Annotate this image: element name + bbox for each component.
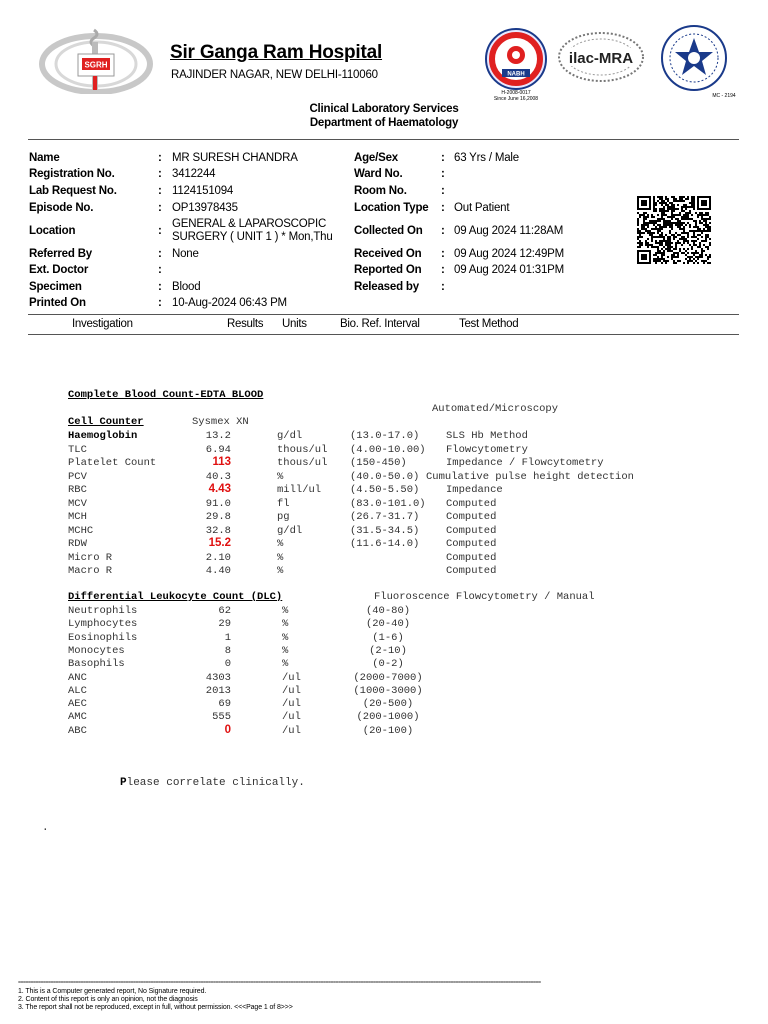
colon: :: [441, 248, 445, 260]
label-received-on: Received On: [354, 248, 422, 260]
label-specimen: Specimen: [29, 281, 82, 293]
value-collected-on: 09 Aug 2024 11:28AM: [454, 225, 564, 237]
divider: [28, 139, 739, 140]
label-referred-by: Referred By: [29, 248, 92, 260]
test-ref-range: (31.5-34.5): [350, 524, 420, 537]
footer-separator: =================================================================================================================================================================================================================: [18, 980, 541, 986]
label-location-type: Location Type: [354, 202, 429, 214]
test-ref-range: (200-1000): [356, 711, 420, 724]
test-result: 4.43: [208, 483, 231, 495]
test-result: 91.0: [205, 497, 231, 510]
column-units: Units: [282, 318, 307, 330]
test-name: MCV: [68, 497, 87, 510]
test-name: ANC: [68, 671, 87, 684]
mc-code: MC - 2194: [712, 93, 736, 99]
test-name: AEC: [68, 698, 87, 711]
footer-note-2: 2. Content of this report is only an opinion, not the diagnosis: [18, 996, 198, 1003]
test-unit: %: [282, 658, 289, 671]
test-method: Computed: [446, 551, 497, 564]
test-ref-range: (4.50-5.50): [350, 484, 420, 496]
test-ref-range: (2000-7000): [353, 671, 423, 684]
colon: :: [158, 225, 162, 237]
cell-counter-value: Sysmex XN: [192, 416, 249, 428]
value-name: MR SURESH CHANDRA: [172, 152, 298, 164]
test-ref-range: (40.0-50.0): [350, 470, 420, 483]
test-unit: /ul: [282, 684, 301, 697]
value-lab-request: 1124151094: [172, 185, 234, 197]
column-results: Results: [227, 318, 264, 330]
label-ward: Ward No.: [354, 168, 403, 180]
test-result: 15.2: [208, 537, 231, 549]
colon: :: [158, 202, 162, 214]
test-name: Micro R: [68, 551, 113, 564]
test-method: Impedance: [446, 484, 503, 496]
value-printed-on: 10-Aug-2024 06:43 PM: [172, 297, 287, 309]
test-ref-range: (20-500): [362, 698, 414, 711]
test-ref-range: (2-10): [369, 644, 407, 657]
test-unit: /ul: [282, 671, 301, 684]
test-name: ALC: [68, 684, 87, 697]
test-name: Lymphocytes: [68, 618, 138, 631]
hospital-address: RAJINDER NAGAR, NEW DELHI-110060: [171, 69, 378, 81]
test-method: Computed: [446, 497, 497, 510]
test-ref-range: (150-450): [350, 457, 407, 469]
value-specimen: Blood: [172, 281, 201, 293]
correlate-note: Please correlate clinically.: [120, 777, 305, 789]
test-ref-range: (20-40): [365, 618, 411, 631]
test-name: TLC: [68, 443, 87, 456]
colon: :: [441, 168, 445, 180]
colon: :: [158, 281, 162, 293]
label-ext-doctor: Ext. Doctor: [29, 264, 89, 276]
test-ref-range: (83.0-101.0): [350, 497, 426, 510]
hospital-logo: [38, 28, 154, 94]
label-lab-request: Lab Request No.: [29, 185, 117, 197]
test-method: Computed: [446, 538, 497, 550]
test-result: 62: [218, 605, 231, 617]
test-ref-range: (1-6): [372, 631, 404, 644]
colon: :: [158, 297, 162, 309]
test-result: 13.2: [205, 430, 231, 442]
test-method: Computed: [446, 524, 497, 537]
colon: :: [441, 281, 445, 293]
value-age-sex: 63 Yrs / Male: [454, 152, 519, 164]
test-unit: %: [277, 551, 284, 564]
test-unit: fl: [277, 497, 290, 510]
nabh-code: H-2008-0017: [501, 90, 531, 96]
test-result: 113: [212, 456, 231, 468]
label-location: Location: [29, 225, 76, 237]
test-unit: %: [282, 644, 289, 657]
value-location-line1: GENERAL & LAPAROSCOPIC: [172, 218, 327, 230]
test-ref-range: (4.00-10.00): [350, 443, 426, 456]
test-method: Computed: [446, 565, 497, 577]
hospital-name: Sir Ganga Ram Hospital: [170, 42, 383, 63]
test-name: RBC: [68, 484, 87, 496]
colon: :: [441, 225, 445, 237]
test-ref-range: (11.6-14.0): [350, 538, 420, 550]
label-collected-on: Collected On: [354, 225, 423, 237]
label-reported-on: Reported On: [354, 264, 422, 276]
test-result: 8: [224, 644, 231, 657]
test-result: 1: [224, 631, 231, 644]
test-unit: /ul: [282, 711, 301, 724]
colon: :: [158, 152, 162, 164]
label-age-sex: Age/Sex: [354, 152, 398, 164]
colon: :: [158, 264, 162, 276]
test-name: AMC: [68, 711, 87, 724]
test-unit: %: [282, 631, 289, 644]
value-referred-by: None: [172, 248, 199, 260]
test-result: 4303: [205, 671, 231, 684]
cell-counter-label: Cell Counter: [68, 416, 144, 428]
test-unit: pg: [277, 511, 290, 523]
test-ref-range: (0-2): [372, 658, 404, 671]
test-result: 0: [224, 658, 231, 671]
footer-note-1: 1. This is a Computer generated report, No Signature required.: [18, 988, 207, 995]
colon: :: [158, 185, 162, 197]
test-unit: g/dl: [277, 430, 303, 442]
stray-dot: .: [42, 822, 49, 834]
value-location-line2: SURGERY ( UNIT 1 ) * Mon,Thu: [172, 231, 333, 243]
value-episode: OP13978435: [172, 202, 238, 214]
ilac-label: ilac-MRA: [568, 50, 634, 67]
label-episode: Episode No.: [29, 202, 94, 214]
divider: [28, 334, 739, 335]
test-unit: thous/ul: [277, 457, 328, 469]
test-unit: g/dl: [277, 524, 303, 537]
footer-note-3: 3. The report shall not be reproduced, except in full, without permission. <<<Page 1 of 8>>>: [18, 1004, 293, 1011]
label-printed-on: Printed On: [29, 297, 86, 309]
test-result: 29: [218, 618, 231, 631]
cbc-method-header: Automated/Microscopy: [432, 403, 559, 415]
test-name: Macro R: [68, 565, 113, 577]
test-ref-range: (13.0-17.0): [350, 430, 420, 442]
test-unit: /ul: [282, 724, 301, 737]
value-registration: 3412244: [172, 168, 216, 180]
dlc-title: Differential Leukocyte Count (DLC): [68, 591, 283, 603]
cbc-title: Complete Blood Count-EDTA BLOOD: [68, 389, 264, 401]
column-method: Test Method: [459, 318, 519, 330]
test-unit: /ul: [282, 698, 301, 711]
nabh-since: Since June 16,2008: [493, 96, 539, 101]
department-title: Department of Haematology: [309, 117, 459, 129]
test-result: 4.40: [205, 565, 231, 577]
ilac-mra-logo: [556, 28, 646, 86]
test-result: 6.94: [205, 443, 231, 456]
nabh-label: NABH: [507, 71, 525, 78]
test-name: MCHC: [68, 524, 94, 537]
test-unit: %: [277, 565, 284, 577]
value-reported-on: 09 Aug 2024 01:31PM: [454, 264, 565, 276]
dlc-method: Fluoroscence Flowcytometry / Manual: [374, 591, 595, 603]
test-result: 2.10: [205, 551, 231, 564]
value-location-type: Out Patient: [454, 202, 510, 214]
test-ref-range: (40-80): [365, 605, 411, 617]
test-result: 40.3: [205, 470, 231, 483]
colon: :: [158, 248, 162, 260]
nabl-mc-logo: [648, 24, 743, 100]
test-ref-range: (26.7-31.7): [350, 511, 420, 523]
test-name: Platelet Count: [68, 457, 157, 469]
test-unit: thous/ul: [277, 443, 328, 456]
test-result: 0: [224, 723, 231, 736]
colon: :: [441, 152, 445, 164]
test-result: 69: [218, 698, 231, 711]
test-unit: %: [277, 470, 284, 483]
test-method: Computed: [446, 511, 497, 523]
value-received-on: 09 Aug 2024 12:49PM: [454, 248, 565, 260]
test-name: Eosinophils: [68, 631, 138, 644]
test-result: 29.8: [205, 511, 231, 523]
test-method: Flowcytometry: [446, 443, 528, 456]
colon: :: [441, 185, 445, 197]
test-method: SLS Hb Method: [446, 430, 528, 442]
test-unit: %: [277, 538, 284, 550]
test-name: MCH: [68, 511, 87, 523]
test-name: Monocytes: [68, 644, 125, 657]
divider: [28, 314, 739, 315]
test-name: Haemoglobin: [68, 430, 138, 442]
label-name: Name: [29, 152, 60, 164]
test-result: 2013: [205, 684, 231, 697]
test-method: Impedance / Flowcytometry: [446, 457, 604, 469]
test-unit: %: [282, 605, 289, 617]
test-ref-range: (20-100): [362, 724, 414, 737]
qr-code: [637, 196, 711, 264]
test-unit: mill/ul: [277, 484, 322, 496]
test-name: ABC: [68, 724, 87, 737]
nabh-accreditation-logo: [478, 25, 554, 101]
test-unit: %: [282, 618, 289, 631]
colon: :: [441, 202, 445, 214]
logo-text: SGRH: [84, 60, 108, 70]
test-name: Neutrophils: [68, 605, 138, 617]
test-name: Basophils: [68, 658, 125, 671]
test-name: RDW: [68, 538, 87, 550]
lab-services-title: Clinical Laboratory Services: [309, 103, 459, 115]
colon: :: [158, 168, 162, 180]
test-name: PCV: [68, 470, 87, 483]
colon: :: [441, 264, 445, 276]
test-ref-range: (1000-3000): [353, 684, 423, 697]
test-result: 555: [212, 711, 231, 724]
test-method: Cumulative pulse height detection: [426, 470, 634, 483]
label-registration: Registration No.: [29, 168, 115, 180]
column-bio-ref: Bio. Ref. Interval: [340, 318, 420, 330]
test-result: 32.8: [205, 524, 231, 537]
label-released-by: Released by: [354, 281, 419, 293]
label-room: Room No.: [354, 185, 407, 197]
column-investigation: Investigation: [72, 318, 133, 330]
